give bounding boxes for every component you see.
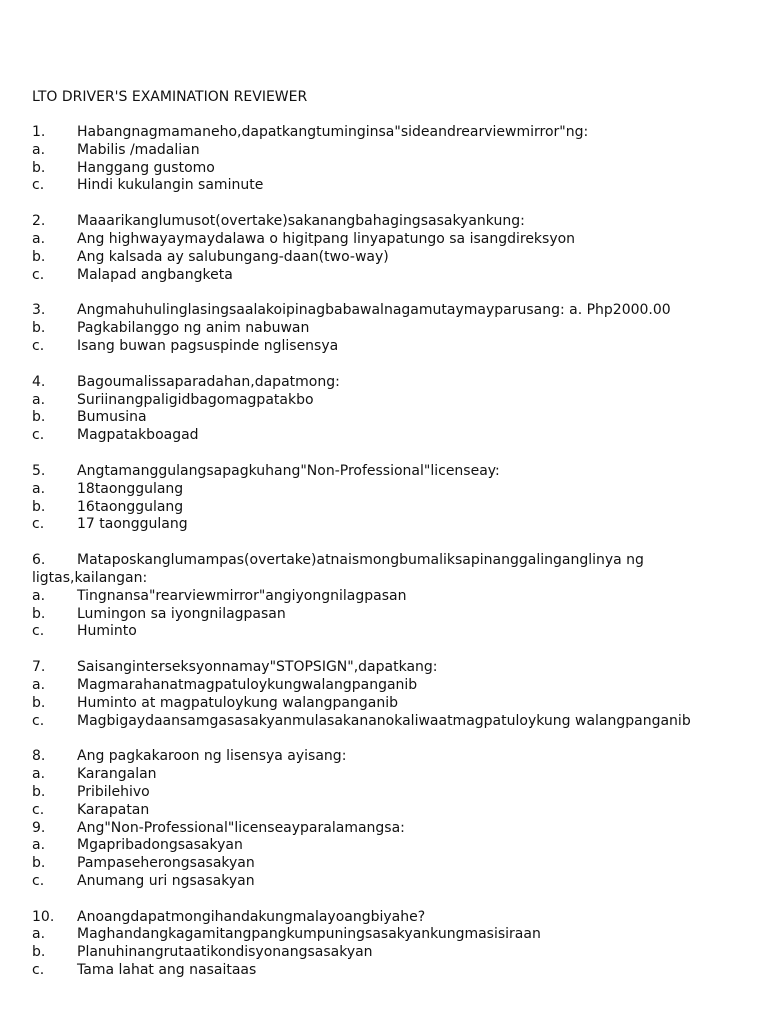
spacer	[32, 195, 752, 213]
question-number: 9.	[32, 819, 46, 836]
choice-letter: a.	[32, 587, 46, 604]
choice-text: Mgapribadongsasakyan	[77, 837, 243, 854]
choice-letter: b.	[32, 498, 46, 515]
choice-letter: c.	[32, 801, 45, 818]
choice-letter: a.	[32, 141, 46, 158]
question-2	[32, 213, 752, 231]
choice-letter: a.	[32, 676, 46, 693]
choice	[32, 142, 752, 160]
choice	[32, 249, 752, 267]
choice-text: Ang highwayaymaydalawa o higitpang linyapatungo sa isangdireksyon	[77, 230, 576, 247]
choice-letter: b.	[32, 783, 46, 800]
choice	[32, 944, 752, 962]
question-number: 8.	[32, 748, 46, 765]
question-text: Habangnagmamaneho,dapatkangtuminginsa"sideandrearviewmirror"ng:	[77, 124, 589, 140]
choice-letter: a.	[32, 926, 46, 943]
choice-letter: c.	[32, 623, 45, 640]
choice	[32, 160, 752, 178]
choice-letter: b.	[32, 159, 46, 176]
choice-letter: a.	[32, 391, 46, 408]
choice-text: Huminto	[77, 623, 137, 640]
choice-letter: a.	[32, 480, 46, 497]
choice	[32, 516, 752, 534]
question-number: 10.	[32, 908, 55, 925]
choice-text: Tama lahat ang nasaitaas	[77, 962, 257, 979]
choice-letter: c.	[32, 266, 45, 283]
choice	[32, 873, 752, 891]
choice	[32, 962, 752, 980]
choice	[32, 855, 752, 873]
spacer	[32, 641, 752, 659]
choice	[32, 802, 752, 820]
choice-letter: c.	[32, 516, 45, 533]
question-number: 7.	[32, 659, 46, 676]
choice-letter: b.	[32, 855, 46, 872]
choice	[32, 409, 752, 427]
choice-text: Magmarahanatmagpatuloykungwalangpanganib	[77, 676, 418, 693]
choice-letter: a.	[32, 230, 46, 247]
spacer	[32, 445, 752, 463]
choice	[32, 623, 752, 641]
choice-letter: c.	[32, 962, 45, 979]
choice-text: Isang buwan pagsuspinde nglisensya	[77, 337, 339, 354]
choice-text: Suriinangpaligidbagomagpatakbo	[77, 391, 314, 408]
question-5	[32, 463, 752, 481]
choice-text: Karangalan	[77, 766, 157, 783]
choice-text: Planuhinangrutaatikondisyonangsasakyan	[77, 944, 373, 961]
choice-text: Ang kalsada ay salubungang-daan(two-way)	[77, 248, 389, 265]
choice	[32, 588, 752, 606]
choice-text: Tingnansa"rearviewmirror"angiyongnilagpasan	[77, 587, 407, 604]
question-text: Angmahuhulinglasingsaalakoipinagbabawalnagamutaymayparusang: a. Php2000.00	[77, 302, 671, 319]
choice	[32, 695, 752, 713]
question-6	[32, 552, 752, 570]
question-number: 2.	[32, 213, 46, 230]
question-9	[32, 820, 752, 838]
question-10	[32, 909, 752, 927]
choice-letter: b.	[32, 409, 46, 426]
choice-letter: b.	[32, 320, 46, 337]
choice	[32, 766, 752, 784]
question-number: 3.	[32, 302, 46, 319]
choice-text: Pampaseherongsasakyan	[77, 855, 255, 872]
choice-text: 18taonggulang	[77, 480, 184, 497]
question-number: 6.	[32, 552, 46, 569]
question-8	[32, 748, 752, 766]
choice-letter: a.	[32, 837, 46, 854]
question-4	[32, 374, 752, 392]
question-text: Bagoumalissaparadahan,dapatmong:	[77, 373, 340, 390]
question-text: Angtamanggulangsapagkuhang"Non-Professional"licenseay:	[77, 462, 500, 479]
question-7	[32, 659, 752, 677]
choice-text: Hanggang gustomo	[77, 159, 215, 176]
choice-text: Malapad angbangketa	[77, 266, 233, 283]
question-text: Mataposkanglumampas(overtake)atnaismongbumaliksapinanggalinganglinya ng	[77, 552, 644, 569]
question-1	[32, 124, 752, 142]
question-number: 4.	[32, 373, 46, 390]
choice-text: Maghandangkagamitangpangkumpuningsasakyankungmasisiraan	[77, 926, 541, 943]
choice-letter: c.	[32, 337, 45, 354]
choice	[32, 427, 752, 445]
question-text: Maaarikanglumusot(overtake)sakanangbahagingsasakyankung:	[77, 213, 525, 230]
choice-text: Anumang uri ngsasakyan	[77, 872, 255, 889]
choice	[32, 267, 752, 285]
choice-letter: c.	[32, 872, 45, 889]
choice	[32, 784, 752, 802]
choice-text: 16taonggulang	[77, 498, 184, 515]
question-text: Anoangdapatmongihandakungmalayoangbiyahe?	[77, 908, 426, 925]
choice-text: Mabilis /madalian	[77, 141, 200, 158]
question-number: 1.	[32, 124, 46, 140]
choice-text: 17 taonggulang	[77, 516, 188, 533]
document-page	[32, 88, 752, 980]
choice-text: Magpatakboagad	[77, 427, 199, 444]
choice-text: Karapatan	[77, 801, 150, 818]
choice-letter: a.	[32, 766, 46, 783]
choice	[32, 338, 752, 356]
choice-text: Bumusina	[77, 409, 147, 426]
choice	[32, 837, 752, 855]
choice-letter: b.	[32, 605, 46, 622]
question-text: Ang pagkakaroon ng lisensya ayisang:	[77, 748, 347, 765]
question-text: Ang"Non-Professional"licenseayparalamangsa:	[77, 819, 405, 836]
question-3	[32, 302, 752, 320]
choice	[32, 606, 752, 624]
choice-text: Huminto at magpatuloykung walangpanganib	[77, 694, 398, 711]
choice	[32, 177, 752, 195]
question-text-continuation: ligtas,kailangan:	[32, 569, 148, 586]
question-text: Saisanginterseksyonnamay"STOPSIGN",dapatkang:	[77, 659, 438, 676]
choice-text: Hindi kukulangin saminute	[77, 177, 264, 194]
choice-letter: c.	[32, 177, 45, 194]
spacer	[32, 891, 752, 909]
choice	[32, 677, 752, 695]
choice	[32, 231, 752, 249]
choice	[32, 499, 752, 517]
choice	[32, 320, 752, 338]
choice-text: Magbigaydaansamgasasakyanmulasakananokaliwaatmagpatuloykung walangpanganib	[77, 712, 691, 729]
choice-text: Pribilehivo	[77, 783, 150, 800]
choice-text: Lumingon sa iyongnilagpasan	[77, 605, 286, 622]
spacer	[32, 534, 752, 552]
choice-text: Pagkabilanggo ng anim nabuwan	[77, 320, 310, 337]
choice	[32, 481, 752, 499]
choice-letter: b.	[32, 944, 46, 961]
question-number: 5.	[32, 462, 46, 479]
choice-letter: c.	[32, 712, 45, 729]
choice	[32, 392, 752, 410]
choice-letter: b.	[32, 248, 46, 265]
document-title: LTO DRIVER'S EXAMINATION REVIEWER	[32, 89, 308, 105]
spacer	[32, 356, 752, 374]
choice	[32, 926, 752, 944]
choice-letter: c.	[32, 427, 45, 444]
spacer	[32, 284, 752, 302]
spacer	[32, 730, 752, 748]
choice	[32, 713, 752, 731]
choice-letter: b.	[32, 694, 46, 711]
